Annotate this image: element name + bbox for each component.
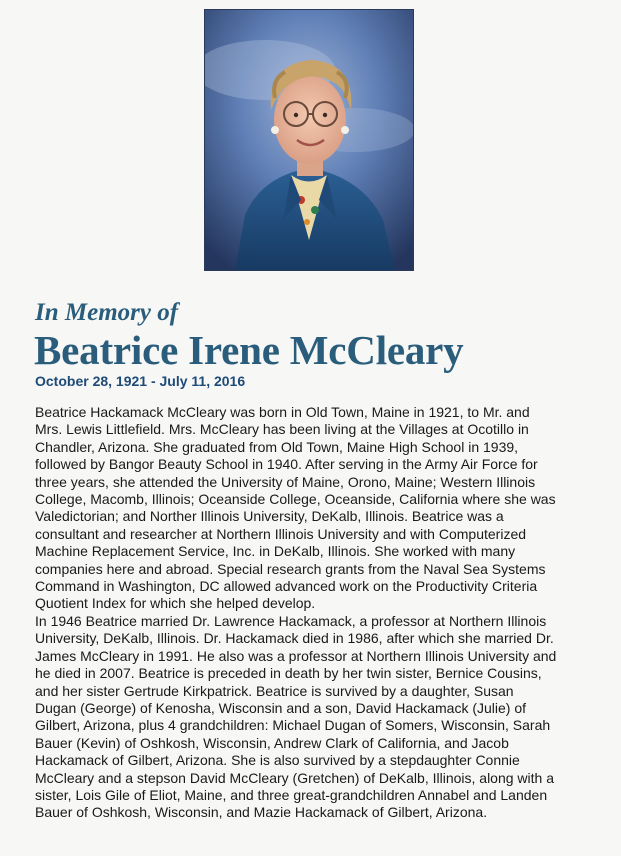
text-line: College, Macomb, Illinois; Oceanside College, Oceanside, California where she was	[35, 491, 556, 508]
text-line: Hackamack of Gilbert, Arizona. She is also survived by a stepdaughter Connie	[35, 752, 520, 769]
deceased-name: Beatrice Irene McCleary	[34, 327, 464, 373]
text-line: Chandler, Arizona. She graduated from Old Town, Maine High School in 1939,	[35, 438, 519, 455]
text-line: Bauer of Oshkosh, Wisconsin, and Mazie Hackamack of Gilbert, Arizona.	[35, 804, 488, 821]
text-line: sister, Lois Gile of Eliot, Maine, and three great-grandchildren Annabel and Landen	[35, 786, 548, 803]
text-line: consultant and researcher at Northern Illinois University and with Computerized	[35, 525, 527, 542]
obituary-text	[35, 404, 597, 822]
text-line: followed by Bangor Beauty School in 1940. After serving in the Army Air Force for	[35, 456, 538, 473]
text-line: Valedictorian; and Norther Illinois University, DeKalb, Illinois. Beatrice was a	[35, 508, 504, 525]
portrait-photo	[205, 10, 413, 270]
text-line: Bauer (Kevin) of Oshkosh, Wisconsin, Andrew Clark of California, and Jacob	[35, 734, 509, 751]
text-line: Mrs. Lewis Littlefield. Mrs. McCleary has been living at the Villages at Ocotillo in	[35, 421, 529, 438]
text-line: Quotient Index for which she helped develop.	[35, 595, 316, 612]
text-line: Command in Washington, DC allowed advanced work on the Productivity Criteria	[35, 578, 538, 595]
text-line: Gilbert, Arizona, plus 4 grandchildren: Michael Dugan of Somers, Wisconsin, Sarah	[35, 717, 551, 734]
text-line: companies here and abroad. Special research grants from the Naval Sea Systems	[35, 560, 546, 577]
text-line: he died in 2007. Beatrice is preceded in death by her twin sister, Bernice Cousins,	[35, 665, 542, 682]
text-line: James McCleary in 1991. He also was a professor at Northern Illinois University and	[35, 647, 557, 664]
in-memory-of-heading: In Memory of	[35, 299, 179, 326]
text-line: McCleary and a stepson David McCleary (Gretchen) of DeKalb, Illinois, along with a	[35, 769, 555, 786]
text-line: In 1946 Beatrice married Dr. Lawrence Hackamack, a professor at Northern Illinois	[35, 612, 547, 629]
obituary-paragraph-1	[35, 404, 597, 613]
text-line: University, DeKalb, Illinois. Dr. Hackamack died in 1986, after which she married Dr.	[35, 630, 554, 647]
text-line: Machine Replacement Service, Inc. in DeKalb, Illinois. She worked with many	[35, 543, 516, 560]
portrait-photo-icon	[205, 10, 413, 270]
life-dates: October 28, 1921 - July 11, 2016	[35, 373, 246, 389]
text-line: and her sister Gertrude Kirkpatrick. Beatrice is survived by a daughter, Susan	[35, 682, 514, 699]
text-line: Beatrice Hackamack McCleary was born in Old Town, Maine in 1921, to Mr. and	[35, 404, 530, 420]
text-line: Dugan (George) of Kenosha, Wisconsin and a son, David Hackamack (Julie) of	[35, 699, 527, 716]
text-line: three years, she attended the University of Maine, Orono, Maine; Western Illinois	[35, 473, 536, 490]
obituary-paragraph-2	[35, 613, 597, 822]
